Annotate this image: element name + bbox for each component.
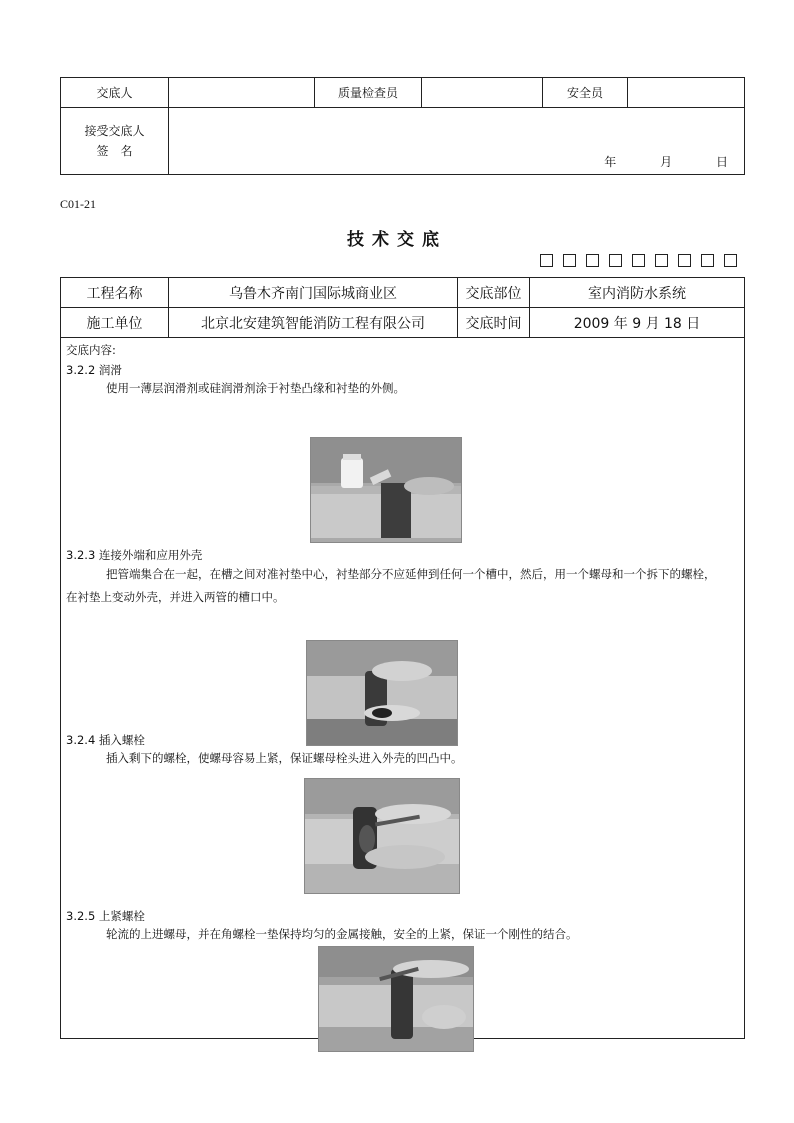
page-title: 技术交底 bbox=[347, 230, 447, 250]
section-3-2-5-title: 3.2.5 上紧螺栓 bbox=[66, 909, 145, 923]
number-box[interactable] bbox=[609, 254, 622, 267]
section-3-2-4-title: 3.2.4 插入螺栓 bbox=[66, 733, 145, 747]
number-box[interactable] bbox=[586, 254, 599, 267]
safety-officer-label: 安全员 bbox=[543, 78, 628, 108]
housing-photo bbox=[306, 640, 458, 746]
receiver-label-line2: 签 名 bbox=[96, 144, 133, 158]
year-label: 年 bbox=[604, 155, 617, 169]
section-3-2-4-text: 插入剩下的螺栓，使螺母容易上紧，保证螺母栓头进入外壳的凹凸中。 bbox=[106, 751, 463, 765]
receiver-signature-field[interactable] bbox=[169, 108, 745, 175]
time-value: 2009 年 9 月 18 日 bbox=[530, 308, 745, 338]
section-3-2-3-text-line1: 把管端集合在一起，在槽之间对准衬垫中心，衬垫部分不应延伸到任何一个槽中，然后，用一个螺母和一个拆下的螺栓， bbox=[106, 567, 716, 581]
number-box[interactable] bbox=[701, 254, 714, 267]
construction-unit-label: 施工单位 bbox=[61, 308, 169, 338]
info-table bbox=[60, 277, 745, 338]
construction-unit-value: 北京北安建筑智能消防工程有限公司 bbox=[169, 308, 458, 338]
receiver-label bbox=[61, 108, 169, 175]
number-box[interactable] bbox=[632, 254, 645, 267]
safety-officer-field[interactable] bbox=[628, 78, 745, 108]
lubrication-photo bbox=[310, 437, 462, 543]
receiver-label-line1: 接受交底人 bbox=[84, 124, 145, 138]
number-box[interactable] bbox=[724, 254, 737, 267]
month-label: 月 bbox=[660, 155, 673, 169]
time-label: 交底时间 bbox=[458, 308, 530, 338]
bolt-insertion-photo bbox=[304, 778, 460, 894]
number-box[interactable] bbox=[540, 254, 553, 267]
section-3-2-3-text-line2: 在衬垫上变动外壳，并进入两管的槽口中。 bbox=[66, 590, 285, 604]
discloser-field[interactable] bbox=[169, 78, 315, 108]
quality-inspector-label: 质量检查员 bbox=[315, 78, 422, 108]
quality-inspector-field[interactable] bbox=[422, 78, 543, 108]
part-label: 交底部位 bbox=[458, 278, 530, 308]
project-name-value: 乌鲁木齐南门国际城商业区 bbox=[169, 278, 458, 308]
document-code: C01-21 bbox=[60, 197, 96, 211]
day-label: 日 bbox=[715, 155, 728, 169]
signature-table bbox=[60, 77, 745, 175]
discloser-label: 交底人 bbox=[61, 78, 169, 108]
number-box[interactable] bbox=[563, 254, 576, 267]
number-box[interactable] bbox=[655, 254, 668, 267]
number-box[interactable] bbox=[678, 254, 691, 267]
section-3-2-3-title: 3.2.3 连接外端和应用外壳 bbox=[66, 548, 203, 562]
number-boxes bbox=[540, 254, 737, 267]
tightening-photo bbox=[318, 946, 474, 1052]
section-3-2-2-text: 使用一薄层润滑剂或硅润滑剂涂于衬垫凸缘和衬垫的外侧。 bbox=[106, 381, 405, 395]
part-value: 室内消防水系统 bbox=[530, 278, 745, 308]
section-3-2-5-text: 轮流的上进螺母，并在角螺栓一垫保持均匀的金属接触，安全的上紧，保证一个刚性的结合。 bbox=[106, 927, 578, 941]
project-name-label: 工程名称 bbox=[61, 278, 169, 308]
content-header: 交底内容: bbox=[66, 343, 116, 357]
section-3-2-2-title: 3.2.2 润滑 bbox=[66, 363, 122, 377]
